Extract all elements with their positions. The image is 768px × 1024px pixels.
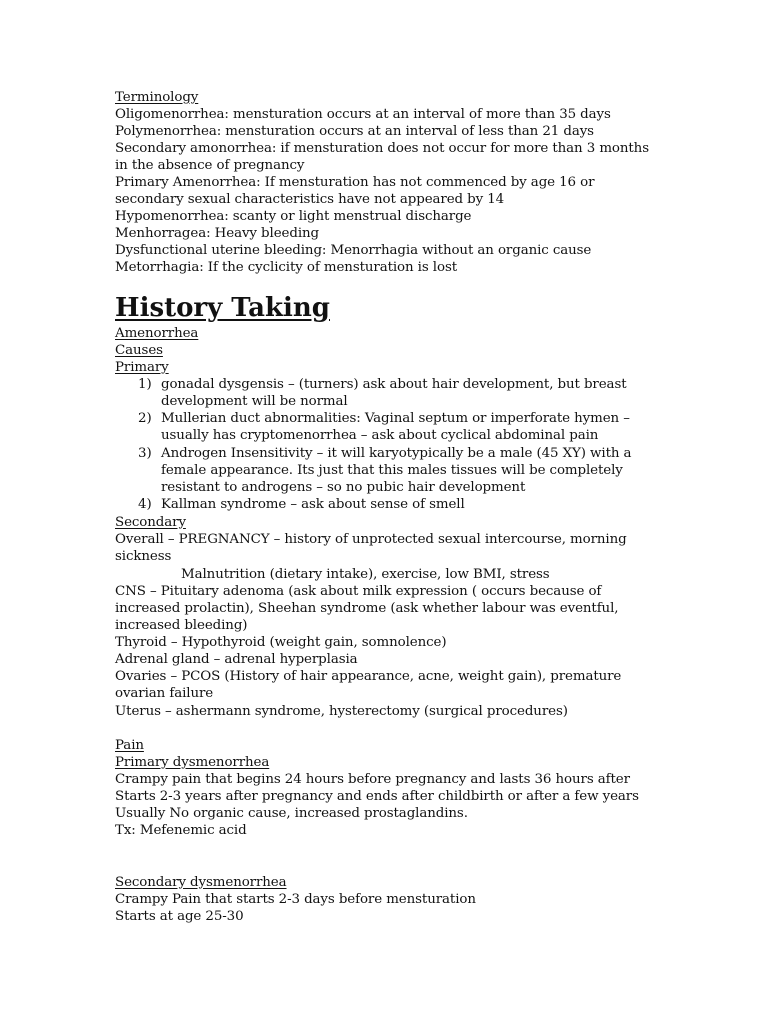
secondary-line: Overall – PREGNANCY – history of unprotected sexual intercourse, morning <box>115 532 627 547</box>
secondary-line: CNS – Pituitary adenoma (ask about milk expression ( occurs because of <box>115 584 602 599</box>
secondary-line: sickness <box>115 549 172 564</box>
secondary-line: Uterus – ashermann syndrome, hysterectomy (surgical procedures) <box>115 704 568 719</box>
terminology-line: Oligomenorrhea: mensturation occurs at an interval of more than 35 days <box>115 107 611 122</box>
list-number: 1) <box>138 377 152 392</box>
terminology-line: Menhorragea: Heavy bleeding <box>115 226 320 241</box>
secondary-heading: Secondary <box>115 515 186 530</box>
list-number: 2) <box>138 411 152 426</box>
terminology-line: Hypomenorrhea: scanty or light menstrual discharge <box>115 209 472 224</box>
secondary-line: increased prolactin), Sheehan syndrome (ask whether labour was eventful, <box>115 601 619 616</box>
terminology-line: secondary sexual characteristics have not appeared by 14 <box>115 192 505 207</box>
secondary-line: increased bleeding) <box>115 618 248 633</box>
list-item: female appearance. Its just that this males tissues will be completely <box>161 463 623 478</box>
list-item: Mullerian duct abnormalities: Vaginal septum or imperforate hymen – <box>161 411 630 426</box>
list-item: resistant to androgens – so no pubic hair development <box>161 480 526 495</box>
pain-line: Usually No organic cause, increased prostaglandins. <box>115 806 468 821</box>
list-item: gonadal dysgensis – (turners) ask about hair development, but breast <box>161 377 627 392</box>
terminology-heading: Terminology <box>115 90 199 105</box>
list-number: 3) <box>138 446 152 461</box>
secondary-line: Adrenal gland – adrenal hyperplasia <box>115 652 358 667</box>
terminology-line: Primary Amenorrhea: If mensturation has not commenced by age 16 or <box>115 175 595 190</box>
terminology-line: Metorrhagia: If the cyclicity of mensturation is lost <box>115 260 457 275</box>
primary-heading: Primary <box>115 360 169 375</box>
terminology-line: Dysfunctional uterine bleeding: Menorrhagia without an organic cause <box>115 243 592 258</box>
secondary-line: Malnutrition (dietary intake), exercise, low BMI, stress <box>181 567 550 582</box>
list-item: Androgen Insensitivity – it will karyotypically be a male (45 XY) with a <box>161 446 632 461</box>
pain-heading: Pain <box>115 738 144 753</box>
amenorrhea-heading: Amenorrhea <box>115 326 199 341</box>
pain-line: Tx: Mefenemic acid <box>115 823 247 838</box>
terminology-line: Polymenorrhea: mensturation occurs at an interval of less than 21 days <box>115 124 594 139</box>
pain-line: Crampy pain that begins 24 hours before pregnancy and lasts 36 hours after <box>115 772 630 787</box>
terminology-line: Secondary amonorrhea: if mensturation does not occur for more than 3 months <box>115 141 649 156</box>
secondary-line: Ovaries – PCOS (History of hair appearance, acne, weight gain), premature <box>115 669 622 684</box>
secondary-dysmenorrhea-heading: Secondary dysmenorrhea <box>115 875 287 890</box>
causes-heading: Causes <box>115 343 163 358</box>
list-item: development will be normal <box>161 394 348 409</box>
terminology-line: in the absence of pregnancy <box>115 158 305 173</box>
pain-line: Starts at age 25-30 <box>115 909 244 924</box>
list-item: usually has cryptomenorrhea – ask about cyclical abdominal pain <box>161 428 599 443</box>
secondary-line: ovarian failure <box>115 686 214 701</box>
pain-line: Starts 2-3 years after pregnancy and ends after childbirth or after a few years <box>115 789 639 804</box>
primary-dysmenorrhea-heading: Primary dysmenorrhea <box>115 755 270 770</box>
list-number: 4) <box>138 497 152 512</box>
page-title: History Taking <box>115 293 330 323</box>
pain-line: Crampy Pain that starts 2-3 days before mensturation <box>115 892 476 907</box>
list-item: Kallman syndrome – ask about sense of smell <box>161 497 465 512</box>
secondary-line: Thyroid – Hypothyroid (weight gain, somnolence) <box>115 635 447 650</box>
